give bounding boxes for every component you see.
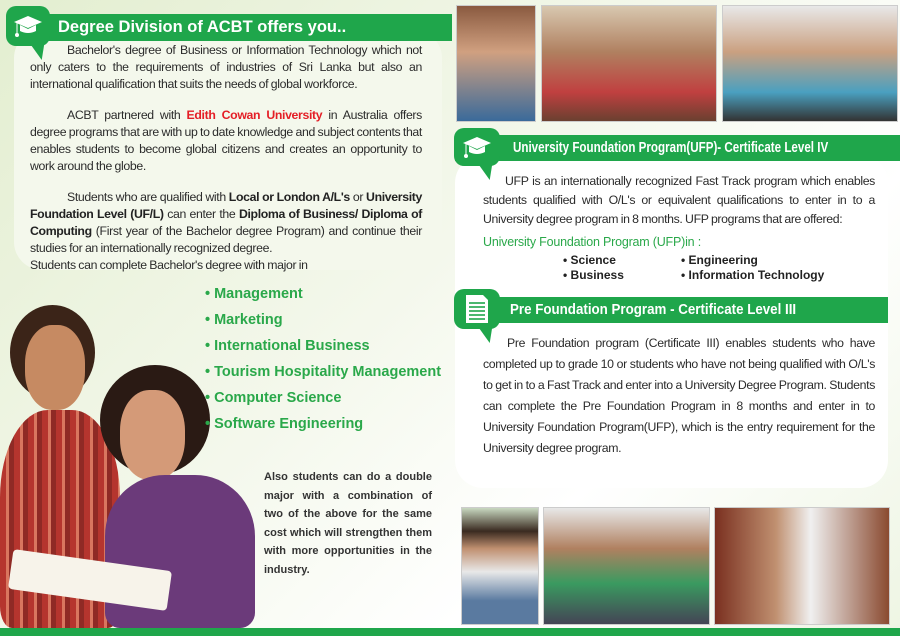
ufp-title: University Foundation Program(UFP)- Certificate Level IV xyxy=(513,140,829,156)
students-photo-top-3 xyxy=(722,5,898,122)
text: can enter the xyxy=(163,207,239,221)
degree-body xyxy=(30,42,442,442)
major-item: • Software Engineering xyxy=(205,416,364,432)
major-item: • International Business xyxy=(205,338,370,354)
text: in Australia offers degree programs that are with up to date knowledge and subject contents that enables students to become global citizens and creates an opportunity to work around the globe. xyxy=(30,108,422,173)
students-photo-bottom-1 xyxy=(461,507,539,625)
degree-header xyxy=(40,14,452,41)
program-item: • Science xyxy=(563,253,616,267)
graduation-cap-icon xyxy=(454,128,500,166)
degree-paragraph-2 xyxy=(30,107,422,175)
major-item: • Tourism Hospitality Management xyxy=(205,364,442,380)
right-column xyxy=(455,135,900,459)
ufp-description: UFP is an internationally recognized Fast Track program which enables students qualified with O/L's or equivalent qualifications to enter in to a University degree program in 8 months. UFP programs that are offered: xyxy=(483,174,875,226)
pre-foundation-title: Pre Foundation Program - Certificate Level III xyxy=(510,302,797,318)
text: ACBT partnered with xyxy=(67,108,187,122)
text: Students who are qualified with xyxy=(67,190,229,204)
program-item: • Business xyxy=(563,268,624,282)
text: University Foundation Level (UF/L) xyxy=(30,190,423,221)
text: (First year of the Bachelor degree Program) and continue their studies for an internationally recognized degree. xyxy=(30,224,422,255)
ufp-programs xyxy=(563,253,875,283)
text: Diploma of Business/ Diploma of Computing xyxy=(30,207,423,238)
pre-foundation-section-header xyxy=(455,297,888,323)
text: or xyxy=(349,190,367,204)
students-photo-bottom-3 xyxy=(714,507,890,625)
pre-foundation-description: Pre Foundation program (Certificate III) enables students who have completed up to grade 10 or students who have not being qualified with O/L's to get in to a Fast Track and enter into a University Degree Program. Students can complete the Pre Foundation Program in 8 months and enter in to University Foundation Program(UFP), which is the entry requirement for the University degree program. xyxy=(483,336,875,455)
document-icon xyxy=(454,289,500,329)
bottom-strip xyxy=(0,628,900,636)
edith-cowan-link: Edith Cowan University xyxy=(186,108,323,122)
program-item: • Engineering xyxy=(681,253,758,267)
ufp-section-header xyxy=(455,135,900,161)
program-item: • Information Technology xyxy=(681,268,825,282)
major-item: • Marketing xyxy=(205,312,283,328)
degree-paragraph-3 xyxy=(30,189,422,257)
students-photo-bottom-2 xyxy=(543,507,710,625)
degree-title: Degree Division of ACBT offers you.. xyxy=(58,18,347,36)
ufp-subheading: University Foundation Program (UFP)in : xyxy=(483,235,701,249)
ufp-header xyxy=(455,135,900,161)
major-item: • Management xyxy=(205,286,303,302)
majors-list xyxy=(205,286,442,442)
degree-paragraph-4: Students can complete Bachelor's degree with major in xyxy=(30,258,308,272)
text: Local or London A/L's xyxy=(228,190,350,204)
pre-foundation-header xyxy=(455,297,888,323)
degree-paragraph-1: Bachelor's degree of Business or Information Technology which not only caters to the requirements of industries of Sri Lanka but also an international qualification that suits the needs of global workforce. xyxy=(30,43,422,91)
students-photo-top-2 xyxy=(541,5,717,122)
graduation-cap-icon xyxy=(6,6,50,46)
double-major-note: Also students can do a double major with a combination of two of the above for the same cost which will strengthen them with more opportunities in the industry. xyxy=(264,471,432,576)
major-item: • Computer Science xyxy=(205,390,342,406)
students-photo-top-1 xyxy=(456,5,536,122)
